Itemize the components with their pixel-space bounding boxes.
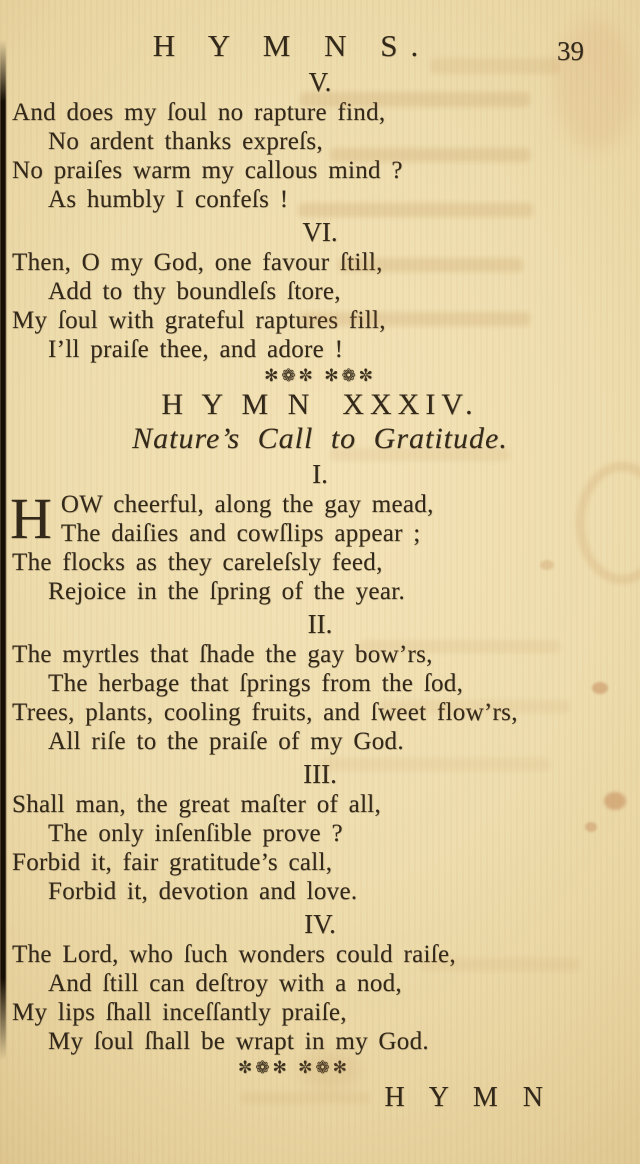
verse-line: Forbid it, devotion and love. [48, 878, 358, 905]
bleedthrough-line [380, 700, 570, 713]
verse-line: Trees, plants, cooling fruits, and ſweet flow’rs, [12, 699, 518, 726]
printer-ornament-icon: ✻❁✼ ✻❁✼ [264, 366, 376, 386]
bleedthrough-line [300, 92, 530, 107]
stanza-opening [0, 486, 640, 551]
verse-line: The flocks as they careleſsly feed, [12, 549, 383, 576]
hymn-subtitle: Nature’s Call to Gratitude. [132, 422, 508, 455]
bleedthrough-line [298, 203, 533, 217]
verse-line: Shall man, the great maſter of all, [12, 791, 382, 818]
verse-number: VI. [302, 217, 338, 247]
bleedthrough-line [420, 958, 580, 971]
verse-number: I. [312, 459, 328, 489]
verse-line: My lips ſhall inceſſantly praiſe, [12, 999, 347, 1026]
verse-line: No ardent thanks expreſs, [48, 128, 323, 155]
verse-line: Add to thy boundleſs ſtore, [48, 278, 341, 305]
bleedthrough-line [360, 640, 560, 653]
bleedthrough-line [300, 312, 530, 326]
verse-line: OW cheerful, along the gay mead, [60, 491, 434, 518]
verse-line: The herbage that ſprings from the ſod, [48, 670, 464, 697]
verse-line: No praiſes warm my callous mind ? [12, 157, 403, 184]
bleedthrough-line [338, 258, 523, 272]
bleedthrough-line [320, 758, 550, 771]
running-head [0, 0, 640, 64]
verse-line: And does my ſoul no rapture find, [12, 99, 386, 126]
verse-line: All riſe to the praiſe of my God. [48, 728, 404, 755]
verse-line: Then, O my God, one favour ſtill, [12, 249, 383, 276]
verse-line: I’ll praiſe thee, and adore ! [48, 336, 344, 363]
verse-line: My ſoul ſhall be wrapt in my God. [48, 1028, 429, 1055]
stain [300, 1050, 360, 1090]
verse-line: My ſoul with grateful raptures fill, [12, 307, 386, 334]
gutter-shadow [0, 40, 6, 1060]
verse-line: The myrtles that ſhade the gay bow’rs, [12, 641, 433, 668]
verse-number: II. [307, 609, 333, 639]
stain [540, 560, 554, 570]
verse-line: The Lord, who ſuch wonders could raiſe, [12, 941, 456, 968]
verse-line: As humbly I confeſs ! [48, 186, 289, 213]
stain [604, 792, 626, 810]
verse-line: Forbid it, fair gratitude’s call, [12, 849, 333, 876]
bleedthrough-line [330, 148, 530, 162]
running-head-title: H Y M N S. [152, 28, 432, 63]
page-number: 39 [557, 36, 584, 66]
verse-number: V. [308, 67, 332, 97]
catchword: H Y M N [384, 1082, 552, 1113]
hymn-title: H Y M N XXXIV. [161, 388, 479, 421]
stain [585, 822, 597, 832]
bleedthrough-line [330, 448, 510, 461]
verse-line: And ſtill can deſtroy with a nod, [48, 970, 402, 997]
verse-line: Rejoice in the ſpring of the year. [48, 578, 406, 605]
verse-number: IV. [304, 909, 336, 939]
verse-line: The daiſies and cowſlips appear ; [60, 520, 421, 547]
stain [592, 682, 608, 694]
printer-ornament-icon: ✼❁✻ ✼❁✻ [238, 1058, 350, 1078]
verse-line: The only inſenſible prove ? [48, 820, 343, 847]
bleedthrough-line [240, 1092, 370, 1104]
verse-number: III. [303, 759, 337, 789]
drop-cap: H [10, 486, 52, 551]
